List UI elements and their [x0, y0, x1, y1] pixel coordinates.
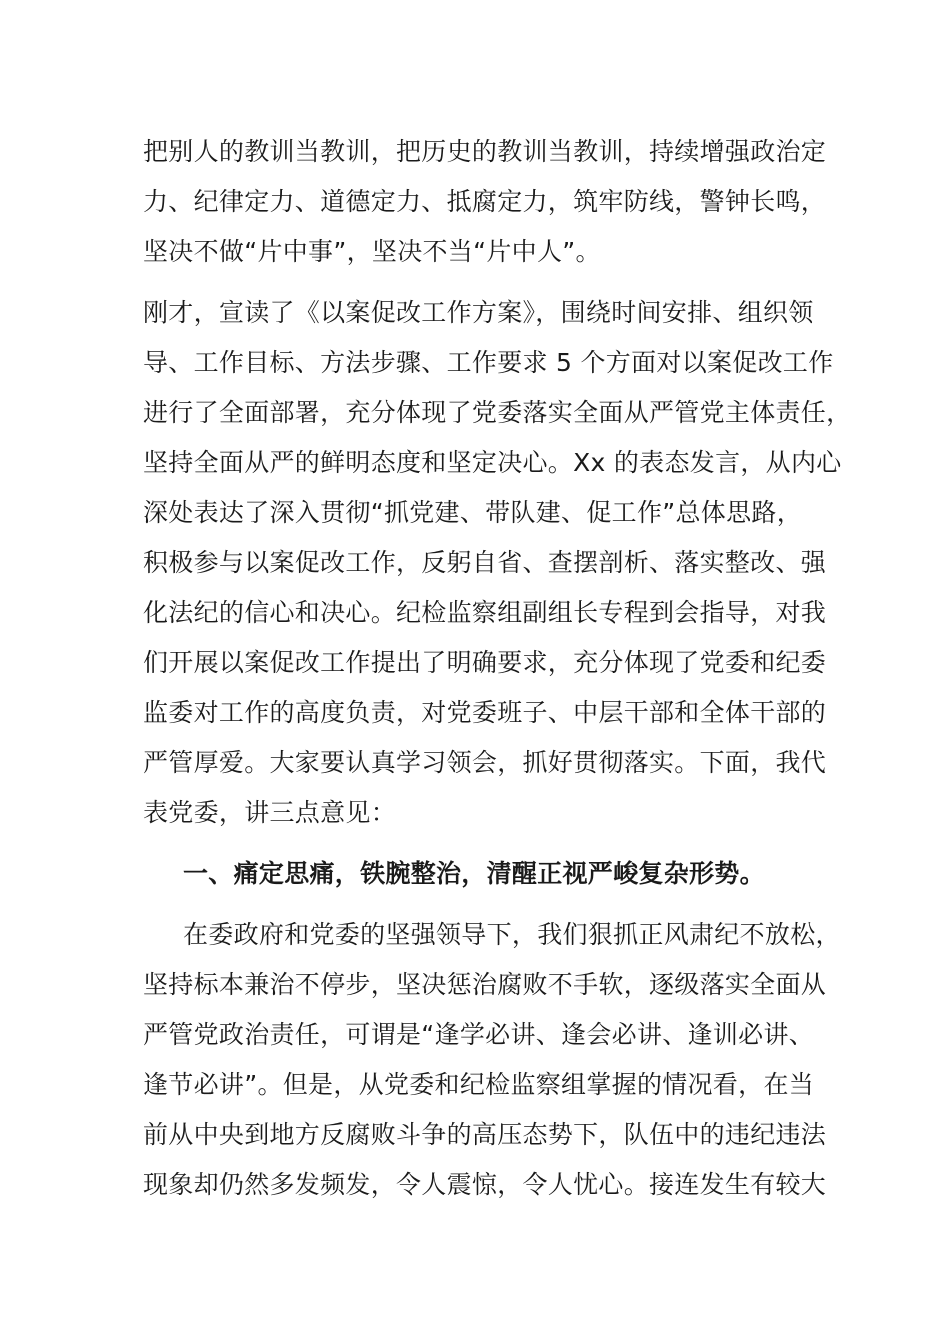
paragraph-1-line-1: 把别人的教训当教训，把历史的教训当教训，持续增强政治定: [143, 137, 827, 166]
paragraph-2-line-4: 坚持全面从严的鲜明态度和坚定决心。Xx 的表态发言，从内心: [143, 448, 842, 477]
section-heading-1: 一、痛定思痛，铁腕整治，清醒正视严峻复杂形势。: [183, 859, 765, 888]
paragraph-3-line-1: 在委政府和党委的坚强领导下，我们狠抓正风肃纪不放松，: [183, 920, 841, 949]
paragraph-3-line-5: 前从中央到地方反腐败斗争的高压态势下，队伍中的违纪违法: [143, 1120, 827, 1149]
paragraph-2-line-1: 刚才，宣读了《以案促改工作方案》，围绕时间安排、组织领: [143, 298, 814, 327]
paragraph-3-line-4: 逢节必讲”。但是，从党委和纪检监察组掌握的情况看，在当: [143, 1070, 815, 1099]
paragraph-2-line-11: 表党委，讲三点意见：: [143, 798, 397, 827]
paragraph-1-line-3: 坚决不做“片中事”，坚决不当“片中人”。: [143, 237, 601, 266]
paragraph-2-line-5: 深处表达了深入贯彻“抓党建、带队建、促工作”总体思路，: [143, 498, 803, 527]
paragraph-2-line-6: 积极参与以案促改工作，反躬自省、查摆剖析、落实整改、强: [143, 548, 827, 577]
paragraph-2-line-7: 化法纪的信心和决心。纪检监察组副组长专程到会指导，对我: [143, 598, 827, 627]
paragraph-2-line-9: 监委对工作的高度负责，对党委班子、中层干部和全体干部的: [143, 698, 827, 727]
paragraph-2-line-3: 进行了全面部署，充分体现了党委落实全面从严管党主体责任，: [143, 398, 852, 427]
paragraph-3-line-6: 现象却仍然多发频发，令人震惊，令人忧心。接连发生有较大: [143, 1170, 827, 1199]
paragraph-2-line-8: 们开展以案促改工作提出了明确要求，充分体现了党委和纪委: [143, 648, 827, 677]
paragraph-1-line-2: 力、纪律定力、道德定力、抵腐定力，筑牢防线，警钟长鸣，: [143, 187, 827, 216]
paragraph-3-line-3: 严管党政治责任，可谓是“逢学必讲、逢会必讲、逢训必讲、: [143, 1020, 815, 1049]
paragraph-2-line-2: 导、工作目标、方法步骤、工作要求 5 个方面对以案促改工作: [143, 348, 834, 377]
paragraph-3-line-2: 坚持标本兼治不停步，坚决惩治腐败不手软，逐级落实全面从: [143, 970, 827, 999]
paragraph-2-line-10: 严管厚爱。大家要认真学习领会，抓好贯彻落实。下面，我代: [143, 748, 827, 777]
